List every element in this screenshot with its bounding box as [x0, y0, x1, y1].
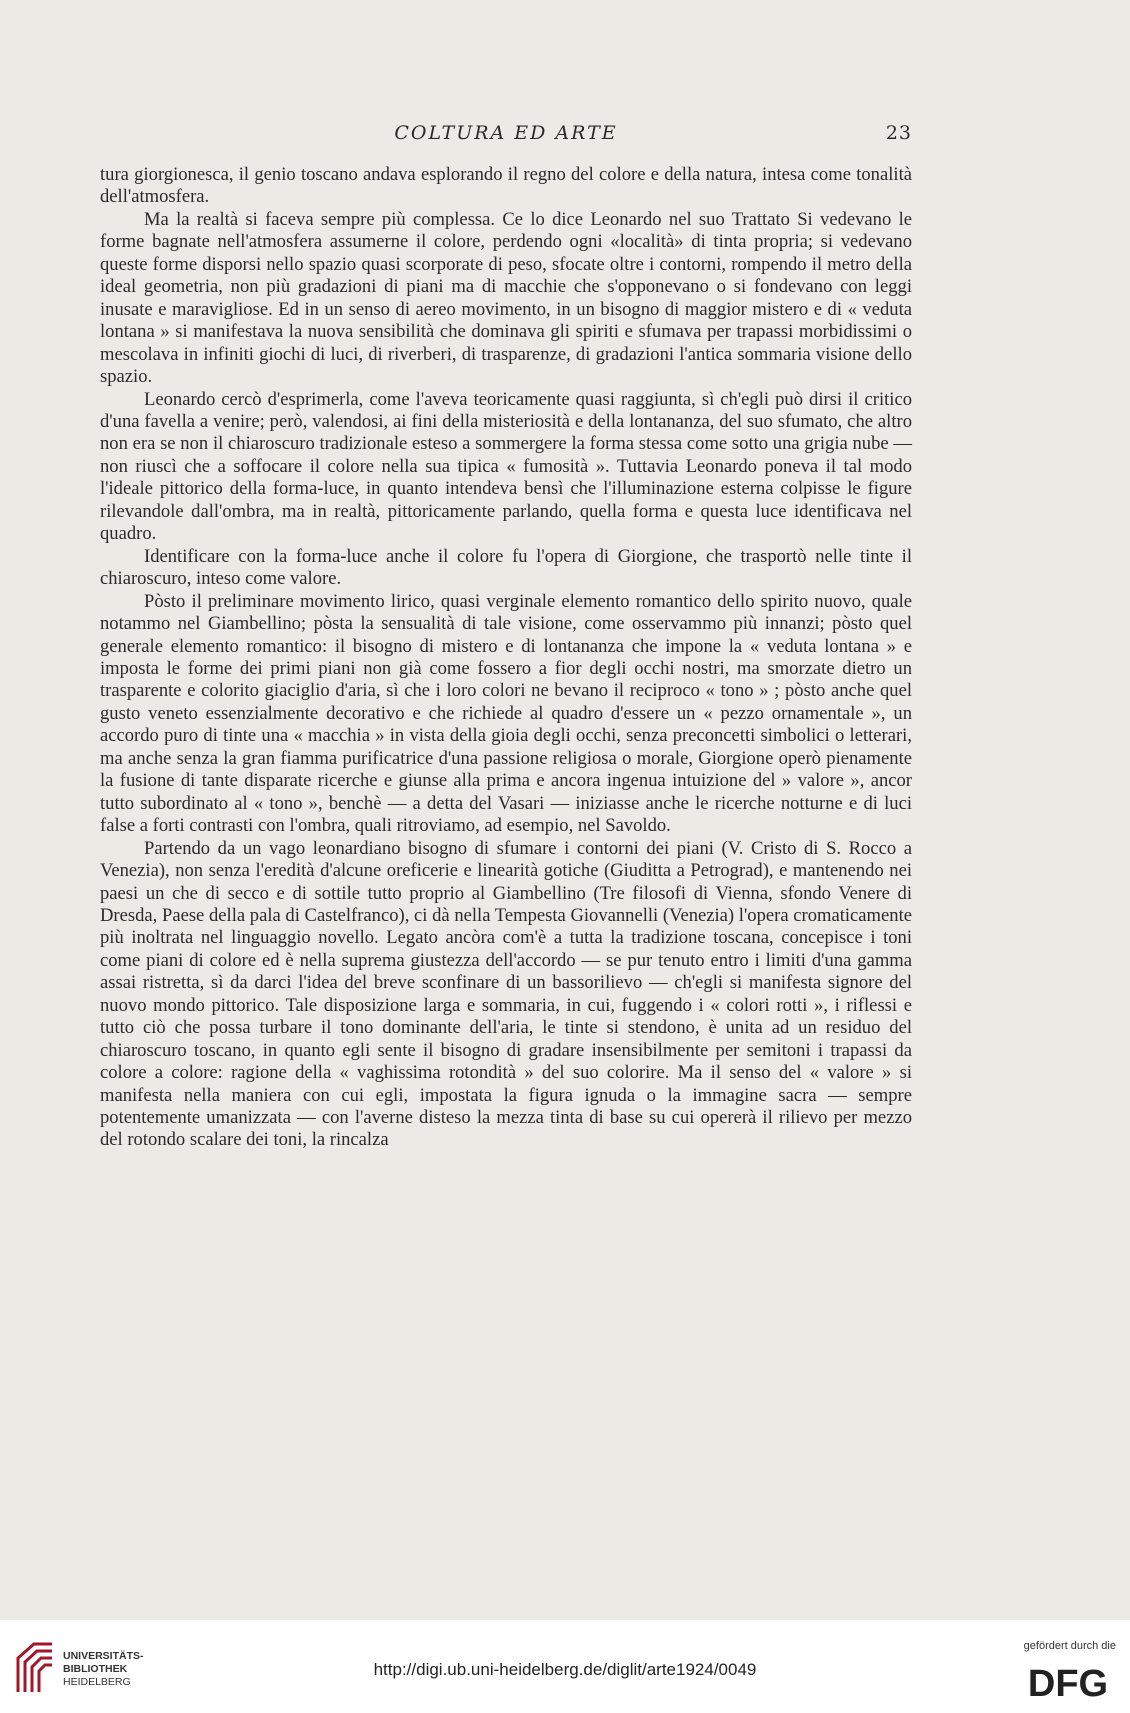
paragraph: Partendo da un vago leonardiano bisogno di sfumare i contorni dei piani (V. Cristo di S. Rocco a Venezia), non senza l'eredità d'alcune oreficerie e linearità gotiche (Giuditta a Petrograd), e mantenendo nei paesi un che di secco e di sottile tutto proprio al Giambellino (Tre filosofi di Vienna, sfondo Venere di Dresda, Paese della pala di Castelfranco), ci dà nella Tempesta Giovannelli (Venezia) l'opera cromaticamente più inoltrata nel linguaggio novello. Legato ancòra com'è a tutta la tradizione toscana, concepisce i toni come piani di colore ed è nella suprema giustezza dell'accordo — se pur tenuto entro i limiti d'una gamma assai ristretta, sì da darci l'idea del breve sconfinare di un bassorilievo — ch'egli si manifesta signore del nuovo mondo pittorico. Tale disposizione larga e sommaria, in cui, fuggendo i « colori rotti », i riflessi e tutto ciò che possa turbare il tono dominante dell'aria, le tinte si stendono, è unita ad un residuo del chiaroscuro toscano, in quanto egli sente il bisogno di gradare insensibilmente per semitoni i trapassi da colore a colore: ragione della « vaghissima rotondità » del suo colorire. Ma il senso del « valore » si manifesta nella maniera con cui egli, impostata la figura ignuda o la immagine sacra — sempre potentemente umanizzata — con l'averne disteso la mezza tinta di base su cui opererà il rilievo per mezzo del rotondo scalare dei toni, la rincalza [100, 837, 912, 1151]
paragraph: tura giorgionesca, il genio toscano andava esplorando il regno del colore e della natura, intesa come tonalità dell'atmosfera. [100, 164, 912, 208]
paragraph: Pòsto il preliminare movimento lirico, quasi verginale elemento romantico dello spirito nuovo, quale notammo nel Giambellino; pòsta la sensualità di tale visione, come osservammo più innanzi; pòsto quel generale elemento romantico: il bisogno di mistero e di lontananza che impone la « veduta lontana » e imposta le forme dei primi piani non già come fossero a fior degli occhi nostri, ma smorzate dietro un trasparente e colorito giaciglio d'aria, sì che i loro colori ne bevano il reciproco « tono » ; pòsto anche quel gusto veneto essenzialmente decorativo e che richiede al quadro d'essere un « pezzo ornamentale », un accordo puro di tinte una « macchia » in vista della gioia degli occhi, senza preconcetti simbolici o letterari, ma anche senza la gran fiamma purificatrice d'una passione religiosa o morale, Giorgione operò pienamente la fusione di tante disparate ricerche e giunse alla prima e ancora ingenua intuizione del » valore », ancor tutto subordinato al « tono », benchè — a detta del Vasari — iniziasse anche le ricerche notturne e di luci false a forti contrasti con l'ombra, quali ritroviamo, ad esempio, nel Savoldo. [100, 590, 912, 837]
running-title: COLTURA ED ARTE [394, 122, 618, 144]
library-name-line: UNIVERSITÄTS- [63, 1650, 144, 1662]
body-text [100, 164, 912, 1152]
library-name-line: BIBLIOTHEK [63, 1663, 128, 1675]
library-city: HEIDELBERG [63, 1676, 131, 1688]
paragraph: Identificare con la forma-luce anche il colore fu l'opera di Giorgione, che trasportò nelle tinte il chiaroscuro, inteso come valore. [100, 545, 912, 590]
page-number: 23 [885, 122, 912, 144]
funding-note: gefördert durch die [1023, 1640, 1116, 1652]
paragraph: Leonardo cercò d'esprimerla, come l'aveva teoricamente quasi raggiunta, sì ch'egli può dirsi il critico d'una favella a venire; però, valendosi, ai fini della misteriosità e della lontananza, del suo sfumato, che altro non era se non il chiaroscuro tradizionale esteso a sommergere la forma stessa come sotto una grigia nube — non riuscì che a soffocare il colore nella sua tipica « fumosità ». Tuttavia Leonardo poneva il tal modo l'ideale pittorico della forma-luce, in quanto intendeva bensì che l'illuminazione esterna colpisse le figure rilevandole dall'ombra, ma in realtà, pittoricamente parlando, quella forma e questa luce identificava nel quadro. [100, 388, 912, 545]
dfg-logo-icon [1020, 1664, 1116, 1700]
dfg-logo-text: DFG [1027, 1664, 1109, 1700]
paragraph: Ma la realtà si faceva sempre più complessa. Ce lo dice Leonardo nel suo Trattato Si vedevano le forme bagnate nell'atmosfera assumerne il colore, perdendo ogni «località» di tinta propria; si vedevano queste forme disporsi nello spazio quasi scorporate di peso, sfocate oltre i contorni, rompendo il metro della ideal geometria, non più gradazioni di piani ma di macchie che s'opponevano o si fondevano con leggi inusate e maravigliose. Ed in un senso di aereo movimento, in un bisogno di maggior mistero e di « veduta lontana » si manifestava la nuova sensibilità che dominava gli spiriti e sfumava per trapassi morbidissimi o mescolava in infiniti giochi di luci, di riverberi, di trasparenze, di gradazioni l'antica sommaria visione dello spazio. [100, 208, 912, 388]
viewer-footer [0, 1620, 1130, 1713]
permalink-url[interactable]: http://digi.ub.uni-heidelberg.de/diglit/arte1924/0049 [373, 1660, 757, 1679]
